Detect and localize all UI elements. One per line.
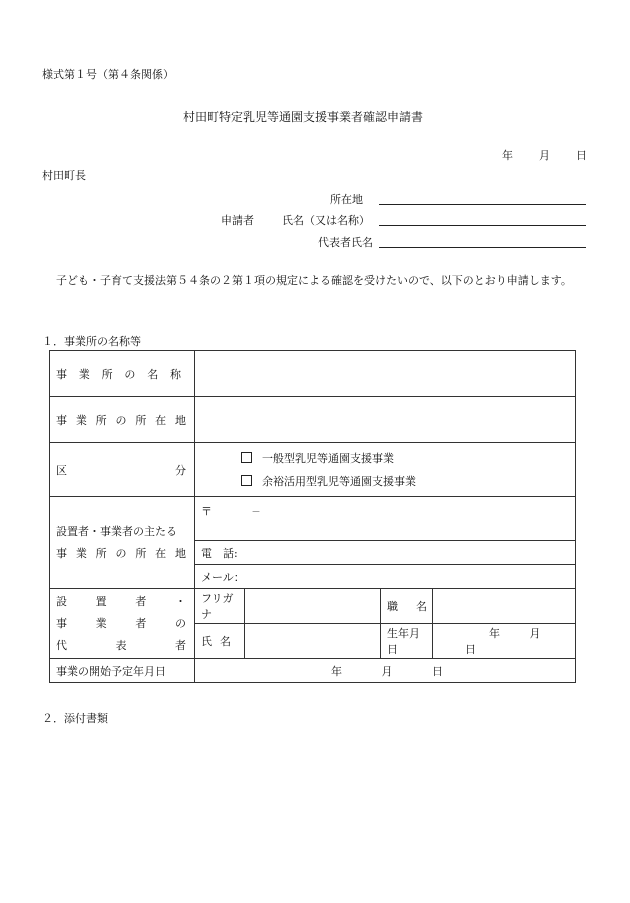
date-year: 年 bbox=[502, 149, 513, 162]
representative-input-line[interactable] bbox=[379, 247, 586, 248]
furigana-field[interactable] bbox=[245, 589, 381, 624]
date-month: 月 bbox=[539, 149, 550, 162]
main-office-label: 設置者・事業者の主たる 事 業 所 の 所 在 地 bbox=[50, 497, 195, 589]
intro-paragraph: 子ども・子育て支援法第５４条の２第１項の規定による確認を受けたいので、以下のとおり申請します。 bbox=[56, 274, 572, 287]
section1-heading: １．事業所の名称等 bbox=[42, 335, 141, 348]
category-option-general[interactable]: 一般型乳児等通園支援事業 bbox=[241, 447, 569, 470]
section2-heading: ２．添付書類 bbox=[42, 712, 108, 725]
birthdate-label: 生年月日 bbox=[381, 624, 433, 659]
category-option-surplus[interactable]: 余裕活用型乳児等通園支援事業 bbox=[241, 470, 569, 493]
start-date-label: 事業の開始予定年月日 bbox=[50, 659, 195, 683]
position-label: 職 名 bbox=[381, 589, 433, 624]
category-label: 区 分 bbox=[50, 443, 195, 497]
addressee: 村田町長 bbox=[42, 169, 86, 182]
facility-address-field[interactable] bbox=[195, 397, 576, 443]
address-label: 所在地 bbox=[330, 193, 363, 206]
postal-dash: － bbox=[251, 508, 261, 518]
applicant-name-label: 氏名（又は名称） bbox=[282, 214, 370, 227]
postal-field[interactable] bbox=[195, 497, 576, 541]
facility-name-field[interactable] bbox=[195, 351, 576, 397]
email-label: メール： bbox=[201, 570, 245, 584]
furigana-label: フリガナ bbox=[195, 589, 245, 624]
start-date-field[interactable]: 年 月 日 bbox=[195, 659, 576, 683]
email-field[interactable] bbox=[195, 565, 576, 589]
checkbox-icon[interactable] bbox=[241, 475, 252, 486]
representative-label: 代表者氏名 bbox=[318, 236, 373, 249]
category-options bbox=[195, 443, 576, 497]
phone-field[interactable] bbox=[195, 541, 576, 565]
facility-name-label: 事 業 所 の 名 称 bbox=[50, 351, 195, 397]
date-day: 日 bbox=[576, 149, 587, 162]
form-number: 様式第１号（第４条関係） bbox=[42, 68, 174, 81]
birthdate-field[interactable]: 年 月 日 bbox=[433, 624, 576, 659]
postal-mark: 〒 bbox=[201, 505, 212, 518]
rep-name-field[interactable] bbox=[245, 624, 381, 659]
checkbox-icon[interactable] bbox=[241, 452, 252, 463]
phone-label: 電 話: bbox=[201, 546, 238, 560]
facility-table bbox=[49, 350, 576, 683]
rep-name-label: 氏 名 bbox=[195, 624, 245, 659]
applicant-label: 申請者 bbox=[221, 214, 254, 227]
facility-address-label: 事 業 所 の 所 在 地 bbox=[50, 397, 195, 443]
applicant-name-input-line[interactable] bbox=[379, 225, 586, 226]
representative-row-label: 設 置 者 ・ 事 業 者 の 代 表 者 bbox=[50, 589, 195, 659]
address-input-line[interactable] bbox=[379, 204, 586, 205]
position-field[interactable] bbox=[433, 589, 576, 624]
document-title: 村田町特定乳児等通園支援事業者確認申請書 bbox=[183, 110, 424, 124]
